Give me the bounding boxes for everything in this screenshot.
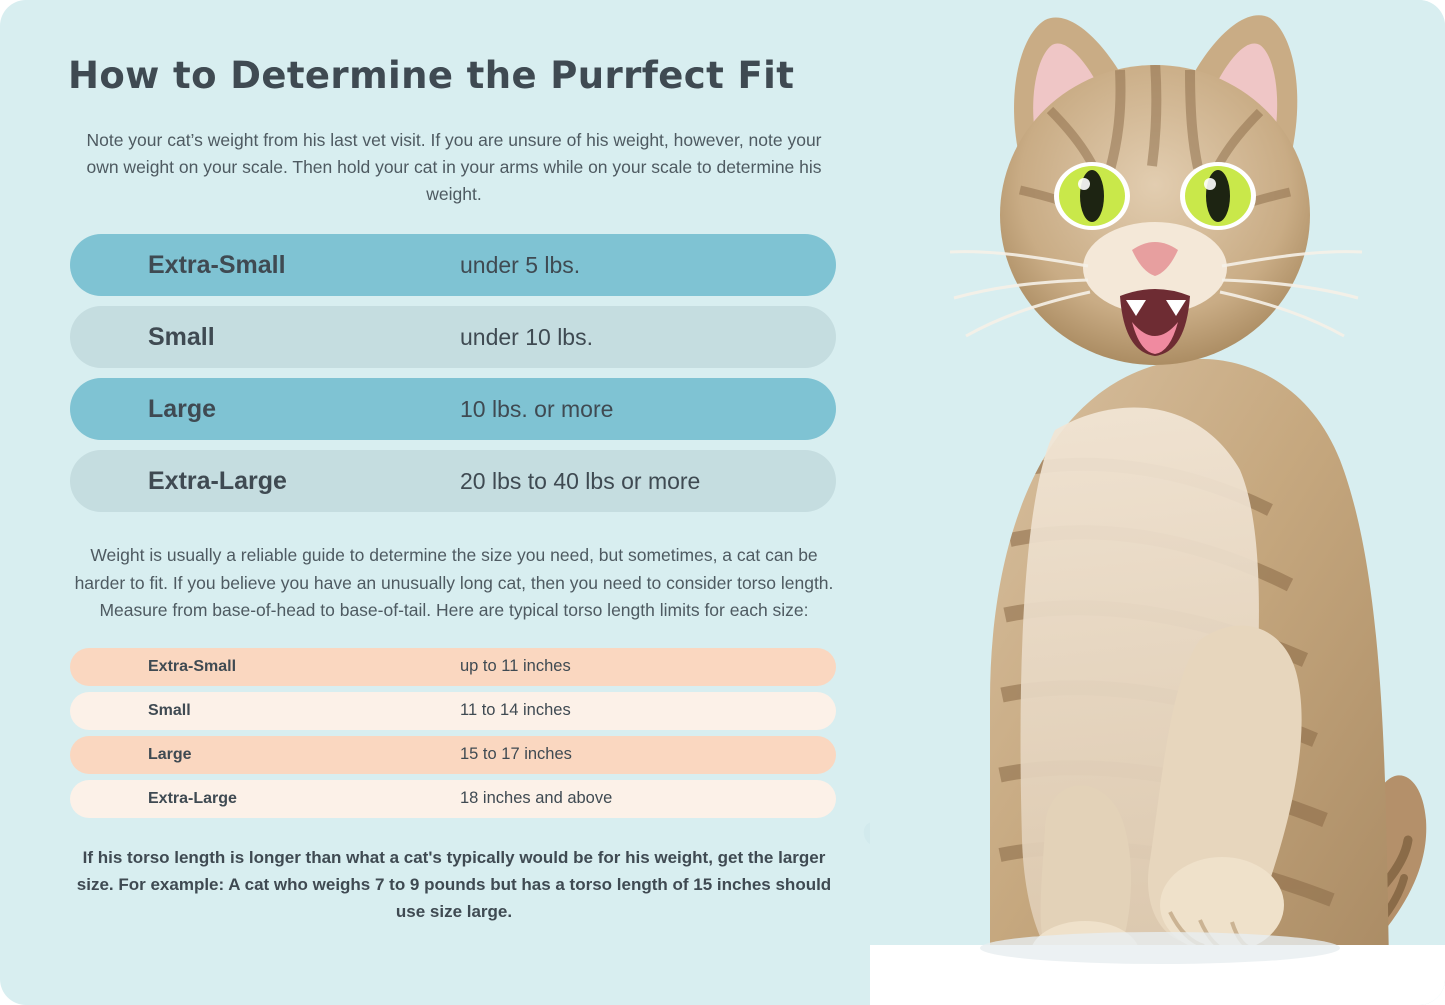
- size-label: Extra-Small: [148, 250, 286, 279]
- size-value: 20 lbs to 40 lbs or more: [460, 467, 701, 494]
- footnote-paragraph: If his torso length is longer than what a cat's typically would be for his weight, get the larger size. For example: A cat who weighs 7 to 9 pounds but has a torso length of 15 inches should use size large.: [76, 847, 832, 922]
- torso-explanation-paragraph: Weight is usually a reliable guide to determine the size you need, but sometimes, a cat can be harder to fit. If you believe you have an unusually long cat, then you need to consider torso length. Measure from base-of-head to base-of-tail. Here are typical torso length limits for each size:: [74, 545, 834, 620]
- size-label: Small: [148, 322, 215, 351]
- size-value: 10 lbs. or more: [460, 395, 614, 422]
- table-row: [70, 780, 836, 818]
- size-value: 18 inches and above: [460, 789, 613, 808]
- table-row: [70, 450, 836, 512]
- table-row: [70, 692, 836, 730]
- intro-paragraph: Note your cat’s weight from his last vet visit. If you are unsure of his weight, however, note your own weight on your scale. Then hold your cat in your arms while on your scale to determine his weight.: [86, 130, 822, 205]
- size-value: under 5 lbs.: [460, 251, 581, 278]
- size-value: 15 to 17 inches: [460, 745, 572, 764]
- size-label: Small: [148, 701, 191, 719]
- table-row: [70, 234, 836, 296]
- size-value: 11 to 14 inches: [460, 701, 571, 720]
- cat-illustration: [870, 0, 1445, 1005]
- size-value: under 10 lbs.: [460, 323, 593, 350]
- size-label: Large: [148, 394, 217, 423]
- table-row: [70, 648, 836, 686]
- cat-photo: [870, 0, 1445, 1005]
- size-label: Extra-Small: [148, 657, 237, 675]
- table-row: [70, 378, 836, 440]
- table-row: [70, 306, 836, 368]
- torso-length-table: [70, 648, 836, 818]
- size-label: Extra-Large: [148, 789, 237, 807]
- table-row: [70, 736, 836, 774]
- size-label: Extra-Large: [148, 466, 287, 495]
- weight-size-table: [70, 234, 836, 512]
- page-title: How to Determine the Purrfect Fit: [68, 54, 795, 97]
- size-label: Large: [148, 745, 192, 763]
- size-value: up to 11 inches: [460, 657, 571, 676]
